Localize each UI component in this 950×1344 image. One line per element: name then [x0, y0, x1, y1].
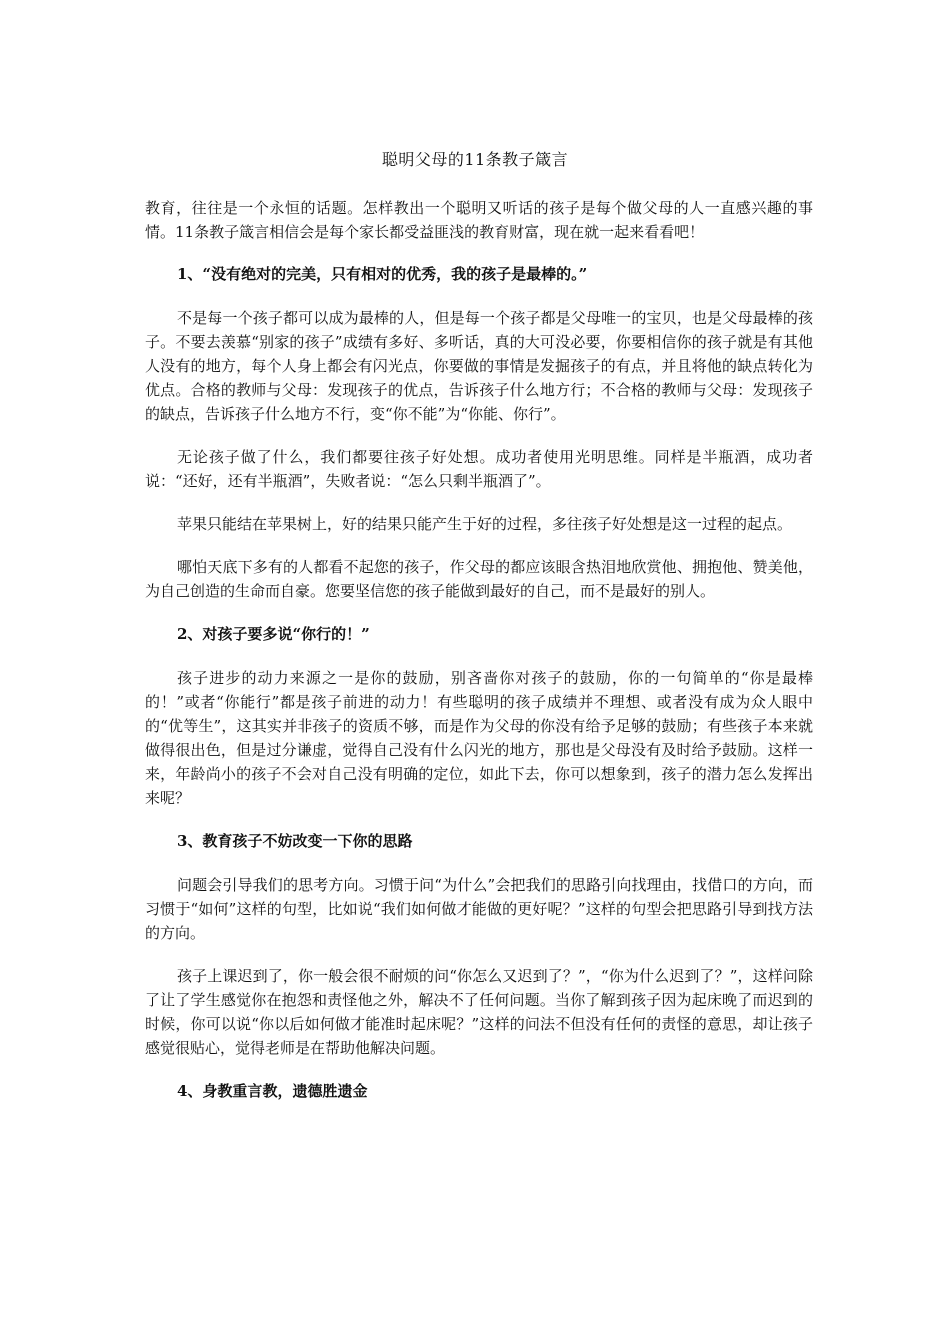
document-body: [145, 196, 813, 1123]
section-2-paragraph-1: 孩子进步的动力来源之一是你的鼓励，别吝啬你对孩子的鼓励，你的一句简单的“你是最棒的！”或者“你能行”都是孩子前进的动力！有些聪明的孩子成绩并不理想、或者没有成为众人眼中的“优等生”，这其实并非孩子的资质不够，而是作为父母的你没有给予足够的鼓励；有些孩子本来就做得很出色，但是过分谦虚，觉得自己没有什么闪光的地方，那也是父母没有及时给予鼓励。这样一来，年龄尚小的孩子不会对自己没有明确的定位，如此下去，你可以想象到，孩子的潜力怎么发挥出来呢？: [145, 669, 813, 807]
section-1-paragraph-3: 苹果只能结在苹果树上，好的结果只能产生于好的过程，多往孩子好处想是这一过程的起点。: [177, 515, 793, 533]
section-heading-1: 1、“没有绝对的完美，只有相对的优秀，我的孩子是最棒的。”: [177, 265, 588, 283]
section-heading-4: 4、身教重言教，遗德胜遗金: [177, 1082, 368, 1100]
section-1-paragraph-2: 无论孩子做了什么，我们都要往孩子好处想。成功者使用光明思维。同样是半瓶酒，成功者说：“还好，还有半瓶酒”，失败者说：“怎么只剩半瓶酒了”。: [145, 448, 813, 490]
section-heading-3: 3、教育孩子不妨改变一下你的思路: [177, 832, 413, 850]
section-3-paragraph-1: 问题会引导我们的思考方向。习惯于问“为什么”会把我们的思路引向找理由，找借口的方向，而习惯于“如何”这样的句型，比如说“我们如何做才能做的更好呢？”这样的句型会把思路引导到找方法的方向。: [145, 876, 813, 942]
section-heading-2: 2、对孩子要多说“你行的！”: [177, 625, 370, 643]
section-1-paragraph-1: 不是每一个孩子都可以成为最棒的人，但是每一个孩子都是父母唯一的宝贝，也是父母最棒的孩子。不要去羡慕“别家的孩子”成绩有多好、多听话，真的大可没必要，你要相信你的孩子就是有其他人没有的地方，每个人身上都会有闪光点，你要做的事情是发掘孩子的有点，并且将他的缺点转化为优点。合格的教师与父母：发现孩子的优点，告诉孩子什么地方行；不合格的教师与父母：发现孩子的缺点，告诉孩子什么地方不行，变“你不能”为“你能、你行”。: [145, 309, 813, 423]
section-1-paragraph-4: 哪怕天底下多有的人都看不起您的孩子，作父母的都应该眼含热泪地欣赏他、拥抱他、赞美他，为自己创造的生命而自豪。您要坚信您的孩子能做到最好的自己，而不是最好的别人。: [145, 558, 813, 600]
intro-paragraph: 教育，往往是一个永恒的话题。怎样教出一个聪明又听话的孩子是每个做父母的人一直感兴趣的事情。11条教子箴言相信会是每个家长都受益匪浅的教育财富，现在就一起来看看吧！: [145, 199, 813, 241]
section-3-paragraph-2: 孩子上课迟到了，你一般会很不耐烦的问“你怎么又迟到了？”，“你为什么迟到了？”，这样问除了让了学生感觉你在抱怨和责怪他之外，解决不了任何问题。当你了解到孩子因为起床晚了而迟到的时候，你可以说“你以后如何做才能准时起床呢？”这样的问法不但没有任何的责怪的意思，却让孩子感觉很贴心，觉得老师是在帮助他解决问题。: [145, 967, 813, 1057]
document-title: 聪明父母的11条教子箴言: [381, 150, 569, 169]
